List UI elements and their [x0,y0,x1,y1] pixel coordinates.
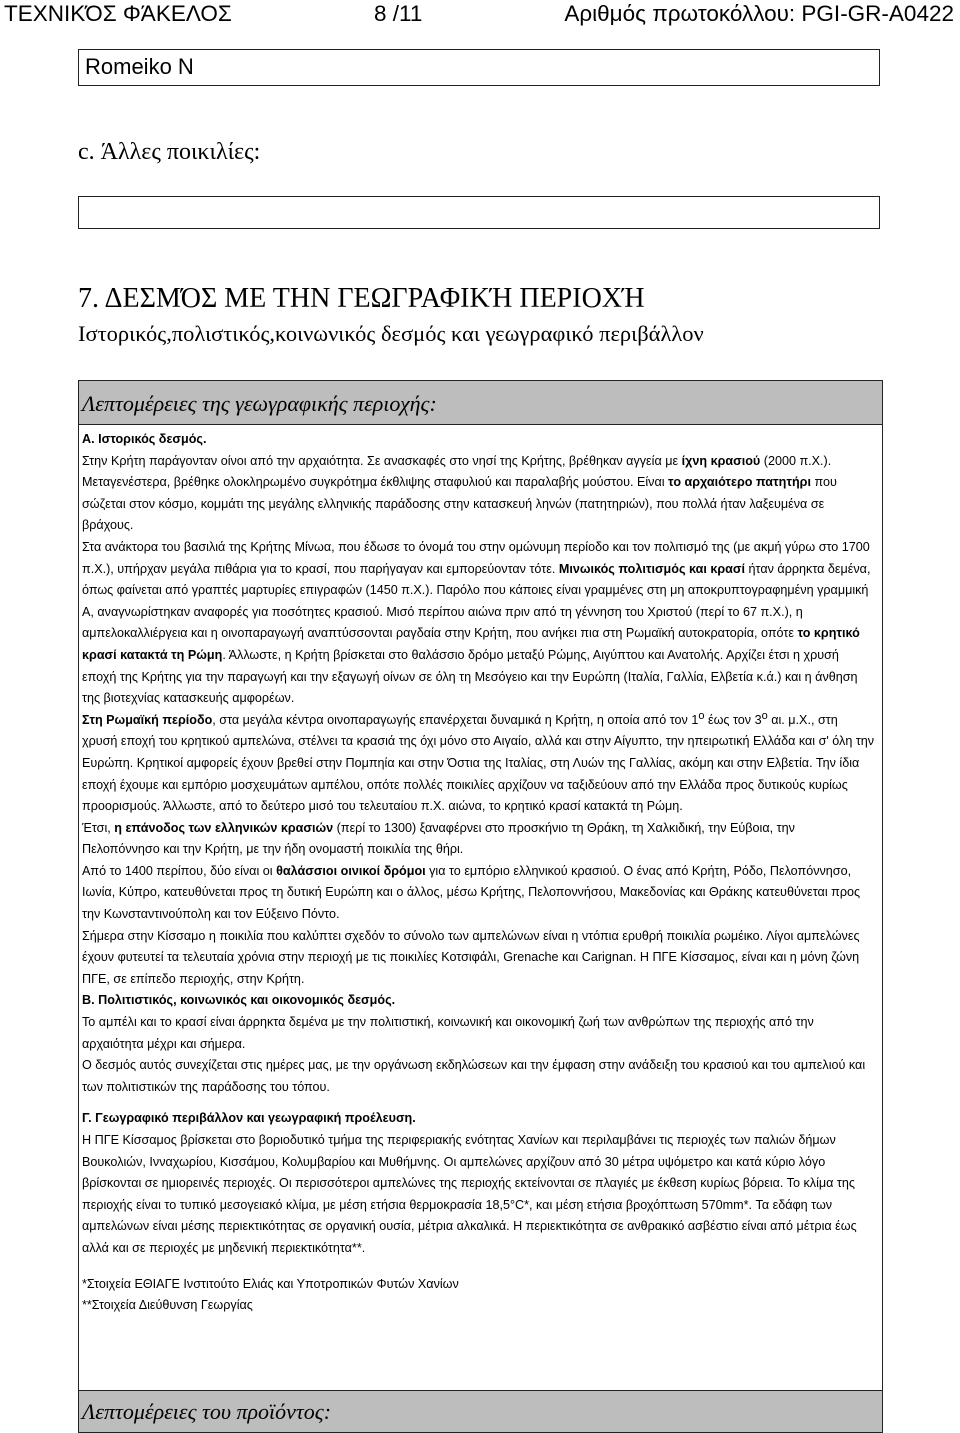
geographic-area-body [79,425,882,1317]
paragraph-9: Η ΠΓΕ Κίσσαμος βρίσκεται στο βοριοδυτικό τμήμα της περιφεριακής ενότητας Χανίων και περιλαμβάνει τις περιοχές των παλιών δήμων Βουκολιών, Ινναχωρίου, Κισσάμου, Κολυμβαρίου και Μυθήμνης. Οι αμπελώνες αρχίζουν από 30 μέτρα υψόμετρο και κατά κύριο λόγο βρίσκονται σε ημιορεινές περιοχές. Οι περισσότεροι αμπελώνες της περιοχής εκτείνονται σε πλαγιές με έκθεση κυρίως βόρεια. Το κλίμα της περιοχής είναι το τυπικό μεσογειακό κλίμα, με μέση ετήσια θερμοκρασία 18,5°C*, και μέση ετήσια βροχόπτωση 570mm*. Τα εδάφη των αμπελώνων είναι μέσης περιεκτικότητας σε οργανική ουσία, μέτρια αλκαλικά. Η περιεκτικότητα σε ανθρακικό ασβέστιο είναι από μέτρια έως αλλά και σε περιοχές με μηδενική περιεκτικότητα**. [82,1133,857,1255]
page-number: 8 /11 [374,1,423,26]
paragraph-8: Ο δεσμός αυτός συνεχίζεται στις ημέρες μας, με την οργάνωση εκδηλώσεων και την έμφαση στην ανάδειξη του κρασιού και του αμπελιού και των πολιτιστικών της παράδοσης του τόπου. [82,1058,866,1094]
name-field-value: Romeiko N [85,54,194,79]
footnote-1: *Στοιχεία ΕΘΙΑΓΕ Ινστιτούτο Ελιάς και Υποτροπικών Φυτών Χανίων [82,1276,459,1291]
product-details-header-bar [79,1390,882,1432]
paragraph-5: Από το 1400 περίπου, δύο είναι οι θαλάσσιοι οινικοί δρόμοι για το εμπόριο ελληνικού κρασιού. Ο ένας από Κρήτη, Ρόδο, Πελοπόννησο, Ιωνία, Κύπρο, κατευθύνεται προς τη δυτική Ευρώπη και ο άλλος, μέσω Κρήτης, Πελοποννήσου, Μακεδονίας και Θράκης κατευθύνεται προς την Κωνσταντινούπολη και τον Εύξεινο Πόντο. [82,863,861,922]
protocol-number: Αριθμός πρωτοκόλλου: PGI-GR-A0422 [564,1,954,26]
other-varieties-heading: c. Άλλες ποικιλίες: [78,139,261,165]
footnote-2: **Στοιχεία Διεύθυνση Γεωργίας [82,1298,253,1313]
geographic-environment-heading: Γ. Γεωγραφικό περιβάλλον και γεωγραφική προέλευση. [82,1111,416,1126]
section-7-subtitle: Ιστορικός,πολιστικός,κοινωνικός δεσμός και γεωγραφικό περιβάλλον [78,321,704,346]
historical-link-heading: Α. Ιστορικός δεσμός. [82,432,207,446]
geographic-area-box [78,380,883,1433]
cultural-link-heading: Β. Πολιτιστικός, κοινωνικός και οικονομικός δεσμός. [82,993,396,1008]
name-field-box [78,49,880,86]
geographic-area-header: Λεπτομέρειες της γεωγραφικής περιοχής: [82,391,437,416]
paragraph-6: Σήμερα στην Κίσσαμο η ποικιλία που καλύπτει σχεδόν το σύνολο των αμπελώνων είναι η ντόπια ερυθρή ποικιλία ρωμέικο. Λίγοι αμπελώνες έχουν φυτευτεί τα τελευταία χρόνια στην περιοχή με τις ποικιλίες Κοτσιφάλι, Grenache και Carignan. Η ΠΓΕ Κίσσαμος, είναι και η μόνη ζώνη ΠΓΕ, σε επίπεδο περιοχής, στην Κρήτη. [82,928,860,986]
other-varieties-box [78,196,880,229]
document-type: ΤΕΧΝΙΚΌΣ ΦΆΚΕΛΟΣ [4,1,232,26]
geographic-area-header-bar [79,381,882,425]
paragraph-2: Στα ανάκτορα του βασιλιά της Κρήτης Μίνωα, που έδωσε το όνομά του στην ομώνυμη περίοδο και τον πολιτισμό της (με ακμή γύρω στο 1700 π.Χ.), υπήρχαν μεγάλα πιθάρια για το κρασί, που παρήγαγαν και εμπορεύονταν τότε. Μινωικός πολιτισμός και κρασί ήταν άρρηκτα δεμένα, όπως φαίνεται από γραπτές μαρτυρίες επιγραφών (1450 π.Χ.). Παρόλο που κάποιες είναι γραμμένες στη μη αποκρυπτογραφημένη γραμμική Α, αναγνωρίστηκαν αναφορές για ποσότητες κρασιού. Μισό περίπου αιώνα πριν από τη γέννηση του Χριστού (περί το 67 π.Χ.), η αμπελοκαλλιέργεια και η οινοπαραγωγή αναπτύσσονται ραγδαία στην Κρήτη, που ανήκει πια στη Ρωμαϊκή αυτοκρατορία, οπότε το κρητικό κρασί κατακτά τη Ρώμη. Άλλωστε, η Κρήτη βρίσκεται στο θαλάσσιο δρόμο μεταξύ Ρώμης, Αιγύπτου και Ανατολής. Αρχίζει έτσι η χρυσή εποχή της Κρήτης για την παραγωγή και την εξαγωγή οίνων σε όλη τη Μεσόγειο και την Ευρώπη (Ιταλία, Γαλλία, Ελβετία κ.ά.) και η άνθηση της βιοτεχνίας κατασκευής αμφορέων. [82,539,871,706]
paragraph-7: Το αμπέλι και το κρασί είναι άρρηκτα δεμένα με την πολιτιστική, κοινωνική και οικονομική ζωή των ανθρώπων της περιοχής από την αρχαιότητα μέχρι και σήμερα. [82,1015,814,1051]
section-7-title: 7. ΔΕΣΜΌΣ ΜΕ ΤΗΝ ΓΕΩΓΡΑΦΙΚΉ ΠΕΡΙΟΧΉ [78,283,645,314]
paragraph-4: Έτσι, η επάνοδος των ελληνικών κρασιών (περί το 1300) ξαναφέρνει στο προσκήνιο τη Θράκη, τη Χαλκιδική, την Εύβοια, την Πελοπόννησο και την Κρήτη, με την ήδη ονομαστή ποικιλία της θήρι. [82,820,795,857]
document-header [0,0,960,36]
paragraph-1: Στην Κρήτη παράγονταν οίνοι από την αρχαιότητα. Σε ανασκαφές στο νησί της Κρήτης, βρέθηκαν αγγεία με ίχνη κρασιού (2000 π.Χ.). Μεταγενέστερα, βρέθηκε ολοκληρωμένο συγκρότημα έκθλιψης σταφυλιού και παραλαβής μούστου. Είναι το αρχαιότερο πατητήρι που σώζεται στον κόσμο, κομμάτι της μεγάλης ελληνικής παράδοσης στην κατασκευή ληνών (πατητηριών), που πολλά ήταν λαξευμένα σε βράχους. [82,453,837,533]
product-details-header: Λεπτομέρειες του προϊόντος: [82,1399,332,1424]
paragraph-3: Στη Ρωμαϊκή περίοδο, στα μεγάλα κέντρα οινοπαραγωγής επανέρχεται δυναμικά η Κρήτη, η οποία από τον $1^o$ έως τον $3^o$ αι. μ.Χ., στη χρυσή εποχή του κρητικού αμπελώνα, στέλνει τα κρασιά της όχι μόνο στο Αιγαίο, αλλά και στην Αίγυπτο, την ηπειρωτική Ελλάδα και σ' όλη την Ευρώπη. Κρητικοί αμφορείς έχουν βρεθεί στην Πομπηία και στην Όστια της Ιταλίας, στη Λυών της Γαλλίας, ακόμη και στην Ελβετία. Την ίδια εποχή έχουμε και εμπόριο μοσχευμάτων αμπέλου, οπότε πολλές ποικιλίες αρχίζουν να ταξιδεύουν από την Ελλάδα προς δυτικούς κυρίως προορισμούς. Άλλωστε, από το δεύτερο μισό του τελευταίου π.Χ. αιώνα, το κρητικό κρασί κατακτά τη Ρώμη. [82,709,875,814]
